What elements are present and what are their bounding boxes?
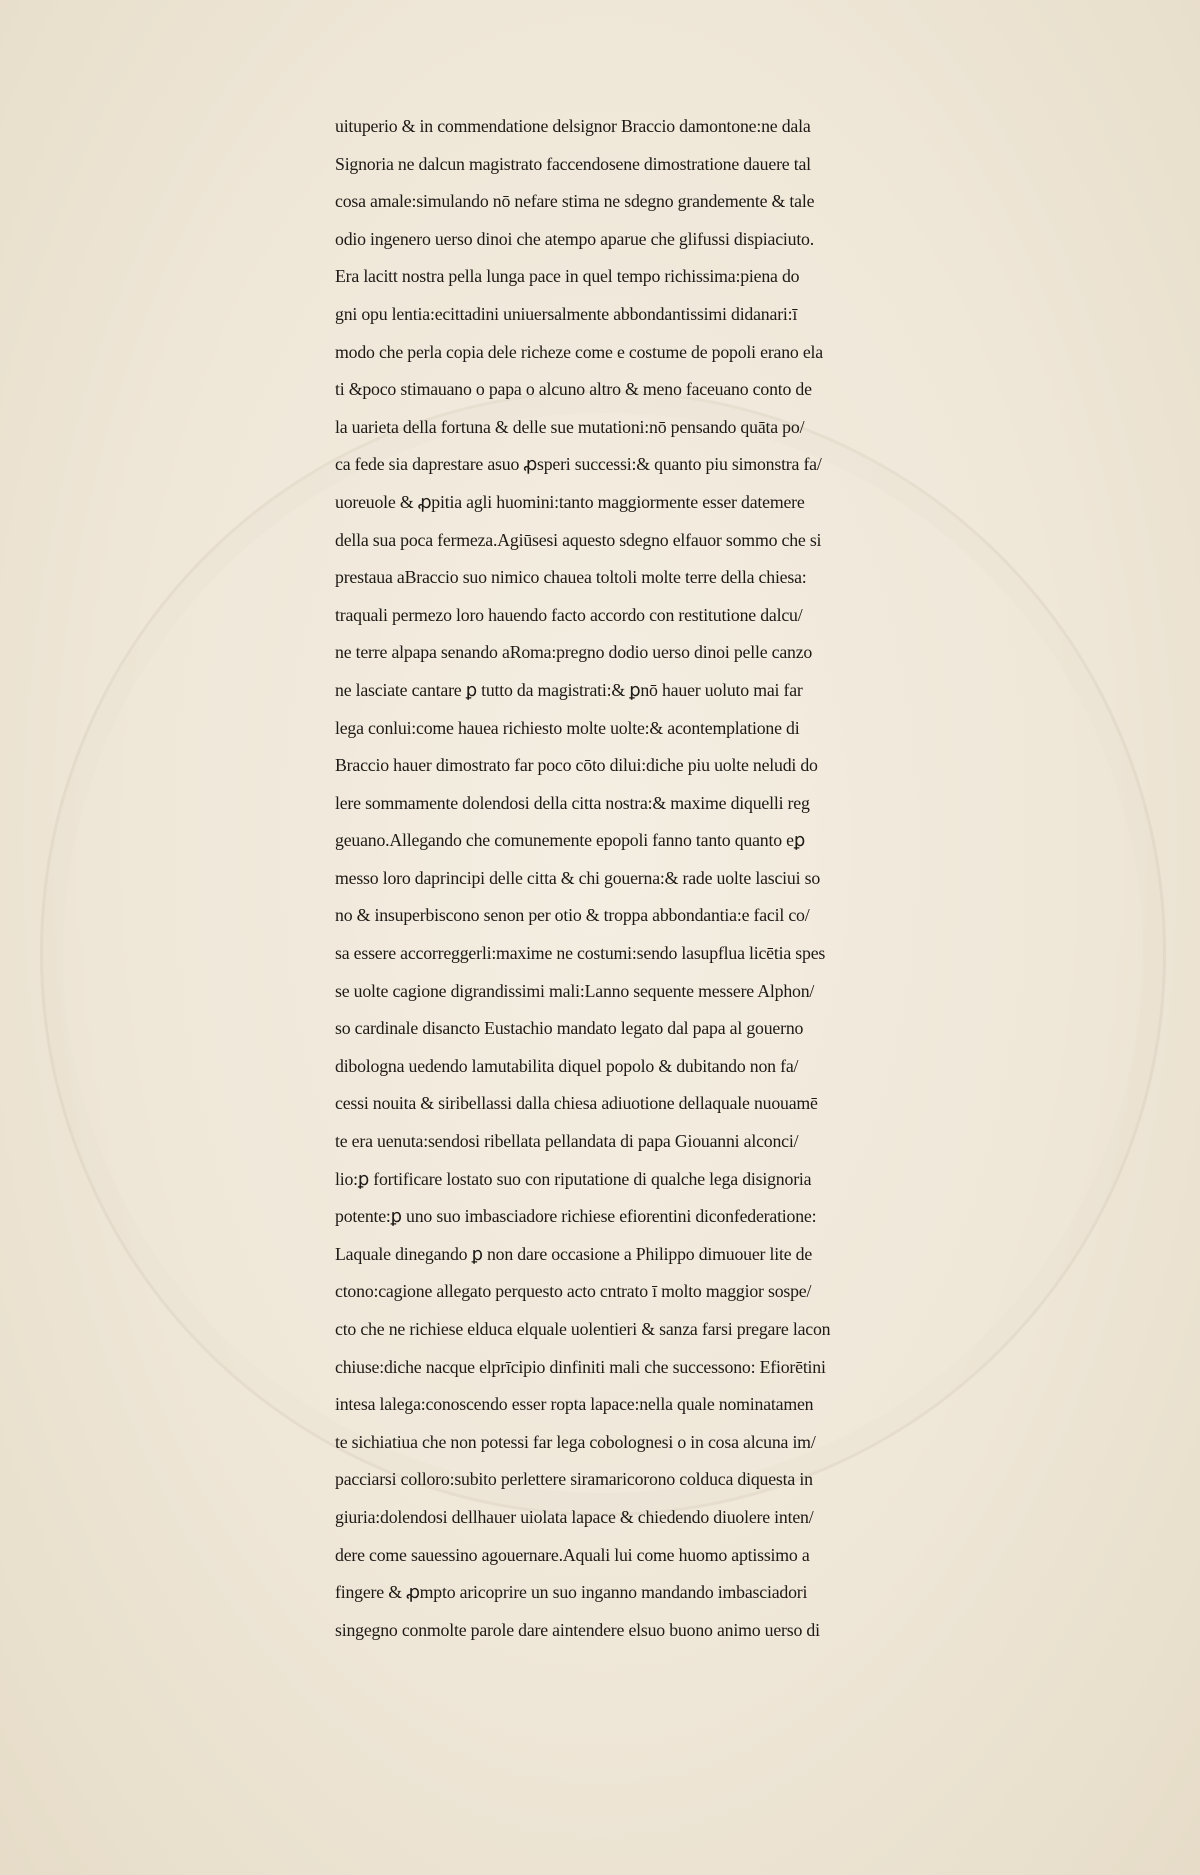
text-line: potente:ꝑ uno suo imbasciadore richiese efiorentini diconfederatione: (335, 1206, 817, 1227)
text-line: cessi nouita & siribellassi dalla chiesa adiuotione dellaquale nuouamē (335, 1093, 818, 1114)
text-line: odio ingenero uerso dinoi che atempo aparue che glifussi dispiaciuto. (335, 228, 814, 249)
text-line: ti &poco stimauano o papa o alcuno altro & meno faceuano conto de (335, 379, 812, 400)
text-line: cosa amale:simulando nō nefare stima ne sdegno grandemente & tale (335, 191, 815, 212)
text-line: so cardinale disancto Eustachio mandato legato dal papa al gouerno (335, 1018, 804, 1039)
text-line: modo che perla copia dele richeze come e costume de popoli erano ela (335, 341, 823, 362)
text-line: ne terre alpapa senando aRoma:pregno dodio uerso dinoi pelle canzo (335, 642, 813, 663)
text-line: uituperio & in commendatione delsignor Braccio damontone:ne dala (335, 116, 811, 136)
text-line: intesa lalega:conoscendo esser ropta lapace:nella quale nominatamen (335, 1394, 814, 1415)
text-line: lega conlui:come hauea richiesto molte uolte:& acontemplatione di (335, 717, 800, 738)
text-column (335, 108, 1155, 1649)
text-line: se uolte cagione digrandissimi mali:Lanno sequente messere Alphon/ (335, 980, 815, 1001)
text-line: Laquale dinegando ꝑ non dare occasione a Philippo dimuouer lite de (335, 1243, 813, 1264)
text-line: la uarieta della fortuna & delle sue mutationi:nō pensando quāta po/ (335, 416, 805, 437)
text-line: no & insuperbiscono senon per otio & troppa abbondantia:e facil co/ (335, 905, 810, 926)
text-line: giuria:dolendosi dellhauer uiolata lapace & chiedendo diuolere inten/ (335, 1506, 814, 1527)
text-line: messo loro daprincipi delle citta & chi gouerna:& rade uolte lasciui so (335, 867, 821, 888)
text-line: dibologna uedendo lamutabilita diquel popolo & dubitando non fa/ (335, 1055, 799, 1076)
text-line: chiuse:diche nacque elprīcipio dinfiniti mali che successono: Efiorētini (335, 1356, 826, 1377)
text-line: singegno conmolte parole dare aintendere elsuo buono animo uerso di (335, 1619, 820, 1640)
text-line: Signoria ne dalcun magistrato faccendosene dimostratione dauere tal (335, 153, 811, 174)
text-line: ctono:cagione allegato perquesto acto cntrato ī molto maggior sospe/ (335, 1281, 812, 1302)
text-line: cto che ne richiese elduca elquale uolentieri & sanza farsi pregare lacon (335, 1319, 831, 1339)
text-line: lere sommamente dolendosi della citta nostra:& maxime diquelli reg (335, 792, 810, 813)
text-line: te era uenuta:sendosi ribellata pellandata di papa Giouanni alconci/ (335, 1131, 799, 1152)
text-line: della sua poca fermeza.Agiūsesi aquesto sdegno elfauor sommo che si (335, 529, 822, 550)
text-line: te sichiatiua che non potessi far lega cobolognesi o in cosa alcuna im/ (335, 1431, 816, 1452)
text-line: uoreuole & ꝓpitia agli huomini:tanto maggiormente esser datemere (335, 491, 805, 512)
text-line: traquali permezo loro hauendo facto accordo con restitutione dalcu/ (335, 604, 803, 625)
text-line: fingere & ꝓmpto aricoprire un suo inganno mandando imbasciadori (335, 1582, 808, 1603)
text-line: prestaua aBraccio suo nimico chauea toltoli molte terre della chiesa: (335, 567, 807, 588)
text-line: lio:ꝑ fortificare lostato suo con riputatione di qualche lega disignoria (335, 1168, 812, 1189)
text-line: ca fede sia daprestare asuo ꝓsperi successi:& quanto piu simonstra fa/ (335, 454, 822, 475)
text-line: ne lasciate cantare ꝑ tutto da magistrati:& ꝑnō hauer uoluto mai far (335, 679, 803, 700)
text-line: gni opu lentia:ecittadini uniuersalmente abbondantissimi didanari:ī (335, 303, 798, 324)
text-line: Era lacitt nostra pella lunga pace in quel tempo richissima:piena do (335, 266, 800, 287)
text-line: geuano.Allegando che comunemente epopoli fanno tanto quanto eꝑ (335, 830, 805, 851)
text-line: sa essere accorreggerli:maxime ne costumi:sendo lasupflua licētia spes (335, 943, 826, 964)
text-line: dere come sauessino agouernare.Aquali lui come huomo aptissimo a (335, 1544, 810, 1565)
text-line: pacciarsi colloro:subito perlettere siramaricorono colduca diquesta in (335, 1469, 813, 1490)
text-line: Braccio hauer dimostrato far poco cōto dilui:diche piu uolte neludi do (335, 755, 818, 776)
